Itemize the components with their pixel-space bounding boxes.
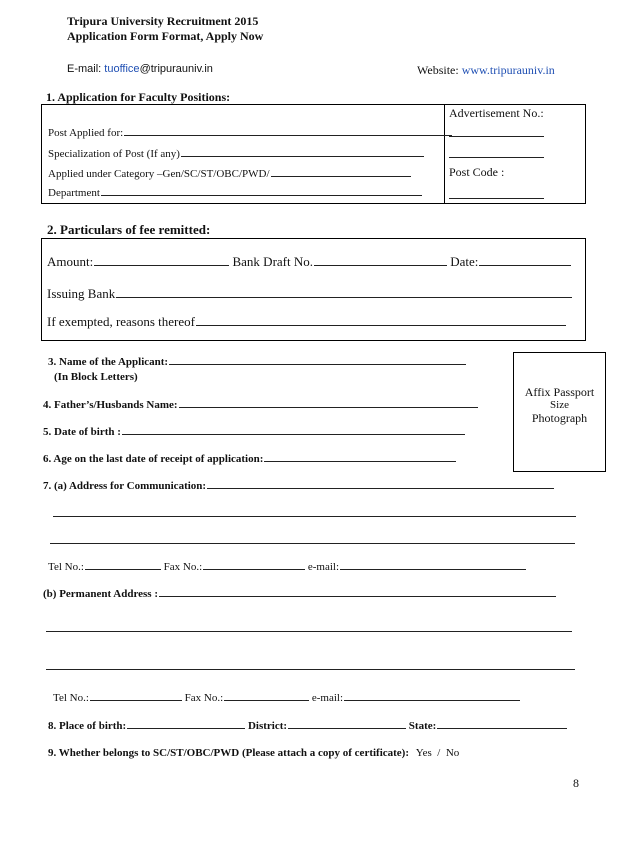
issuing-bank-field[interactable] bbox=[116, 297, 572, 298]
name-row bbox=[48, 356, 466, 368]
permanent-field[interactable] bbox=[159, 596, 556, 597]
permanent-line-3[interactable] bbox=[46, 669, 575, 670]
email2-label: e-mail: bbox=[311, 692, 344, 704]
place-birth-row bbox=[48, 720, 567, 732]
department-label: Department bbox=[48, 187, 100, 199]
name-field[interactable] bbox=[169, 364, 466, 365]
permanent-row bbox=[43, 588, 556, 600]
belongs-row bbox=[48, 747, 459, 759]
post-code-label: Post Code : bbox=[449, 165, 505, 179]
website-link[interactable]: www.tripurauniv.in bbox=[461, 63, 555, 77]
father-row bbox=[43, 399, 478, 411]
age-label: 6. Age on the last date of receipt of application: bbox=[43, 453, 264, 465]
page-number: 8 bbox=[573, 776, 579, 790]
department-row bbox=[48, 187, 422, 199]
permanent-label: (b) Permanent Address : bbox=[43, 588, 158, 600]
email-line bbox=[67, 63, 213, 75]
district-label: District: bbox=[247, 720, 288, 732]
bank-draft-field[interactable] bbox=[314, 265, 447, 266]
tel-fax-row-2 bbox=[53, 692, 520, 704]
tel-field[interactable] bbox=[85, 569, 161, 570]
yes-no-options[interactable]: Yes / No bbox=[415, 747, 460, 759]
exempted-row bbox=[47, 314, 566, 330]
doc-title-line2: Application Form Format, Apply Now bbox=[67, 29, 264, 43]
state-field[interactable] bbox=[437, 728, 567, 729]
issuing-bank-row bbox=[47, 286, 572, 302]
category-label: Applied under Category –Gen/SC/ST/OBC/PWD/ bbox=[48, 168, 270, 180]
post-applied-field[interactable] bbox=[124, 135, 452, 136]
post-applied-label: Post Applied for: bbox=[48, 127, 124, 139]
email-domain: @tripurauniv.in bbox=[139, 63, 213, 75]
amount-field[interactable] bbox=[94, 265, 229, 266]
email-field-label: e-mail: bbox=[307, 561, 340, 573]
district-field[interactable] bbox=[288, 728, 406, 729]
age-field[interactable] bbox=[264, 461, 456, 462]
photo-line3: Photograph bbox=[531, 411, 588, 425]
date-field[interactable] bbox=[479, 265, 571, 266]
advertisement-label: Advertisement No.: bbox=[449, 106, 544, 120]
dob-field[interactable] bbox=[122, 434, 465, 435]
amount-row bbox=[47, 254, 571, 270]
father-label: 4. Father’s/Husbands Name: bbox=[43, 399, 178, 411]
address-comm-line-2[interactable] bbox=[53, 516, 576, 517]
fax-label: Fax No.: bbox=[163, 561, 203, 573]
photo-line2: Size bbox=[550, 399, 569, 411]
block-letters-note: (In Block Letters) bbox=[54, 371, 138, 383]
tel2-label: Tel No.: bbox=[53, 692, 89, 704]
email2-field[interactable] bbox=[344, 700, 520, 701]
email-highlight[interactable]: tuoffice bbox=[104, 63, 140, 75]
category-row bbox=[48, 168, 411, 180]
tel-fax-row bbox=[48, 561, 526, 573]
father-field[interactable] bbox=[179, 407, 478, 408]
email-field[interactable] bbox=[340, 569, 526, 570]
department-field[interactable] bbox=[101, 195, 422, 196]
fax-field[interactable] bbox=[203, 569, 305, 570]
section2-heading: 2. Particulars of fee remitted: bbox=[47, 222, 211, 237]
post-applied-row bbox=[48, 127, 452, 139]
address-comm-label: 7. (a) Address for Communication: bbox=[43, 480, 207, 492]
tel2-field[interactable] bbox=[90, 700, 182, 701]
place-birth-field[interactable] bbox=[127, 728, 245, 729]
bank-draft-label: Bank Draft No. bbox=[232, 254, 313, 269]
place-birth-label: 8. Place of birth: bbox=[48, 720, 127, 732]
address-comm-line-3[interactable] bbox=[50, 543, 575, 544]
name-label: 3. Name of the Applicant: bbox=[48, 356, 169, 368]
advertisement-field-2[interactable] bbox=[449, 157, 544, 158]
address-comm-field[interactable] bbox=[207, 488, 554, 489]
address-comm-row bbox=[43, 480, 554, 492]
website-line bbox=[417, 63, 555, 78]
dob-row bbox=[43, 426, 465, 438]
date-label: Date: bbox=[450, 254, 479, 269]
section1-heading: 1. Application for Faculty Positions: bbox=[46, 90, 231, 104]
state-label: State: bbox=[408, 720, 437, 732]
photo-line1: Affix Passport bbox=[524, 385, 595, 399]
amount-label: Amount: bbox=[47, 254, 94, 269]
permanent-line-2[interactable] bbox=[46, 631, 572, 632]
specialization-label: Specialization of Post (If any) bbox=[48, 148, 180, 160]
exempted-label: If exempted, reasons thereof bbox=[47, 314, 195, 329]
fax2-field[interactable] bbox=[224, 700, 309, 701]
exempted-field[interactable] bbox=[196, 325, 566, 326]
category-field[interactable] bbox=[271, 176, 411, 177]
box-divider bbox=[444, 104, 445, 204]
belongs-label: 9. Whether belongs to SC/ST/OBC/PWD (Please attach a copy of certificate): bbox=[48, 747, 410, 759]
email-label: E-mail: bbox=[67, 63, 105, 75]
age-row bbox=[43, 453, 456, 465]
dob-label: 5. Date of birth : bbox=[43, 426, 121, 438]
post-code-field[interactable] bbox=[449, 198, 544, 199]
specialization-field[interactable] bbox=[181, 156, 424, 157]
fax2-label: Fax No.: bbox=[184, 692, 224, 704]
website-label: Website: bbox=[417, 63, 462, 77]
doc-title-line1: Tripura University Recruitment 2015 bbox=[67, 14, 259, 28]
advertisement-field-1[interactable] bbox=[449, 136, 544, 137]
tel-label: Tel No.: bbox=[48, 561, 84, 573]
specialization-row bbox=[48, 148, 424, 160]
issuing-bank-label: Issuing Bank bbox=[47, 286, 116, 301]
